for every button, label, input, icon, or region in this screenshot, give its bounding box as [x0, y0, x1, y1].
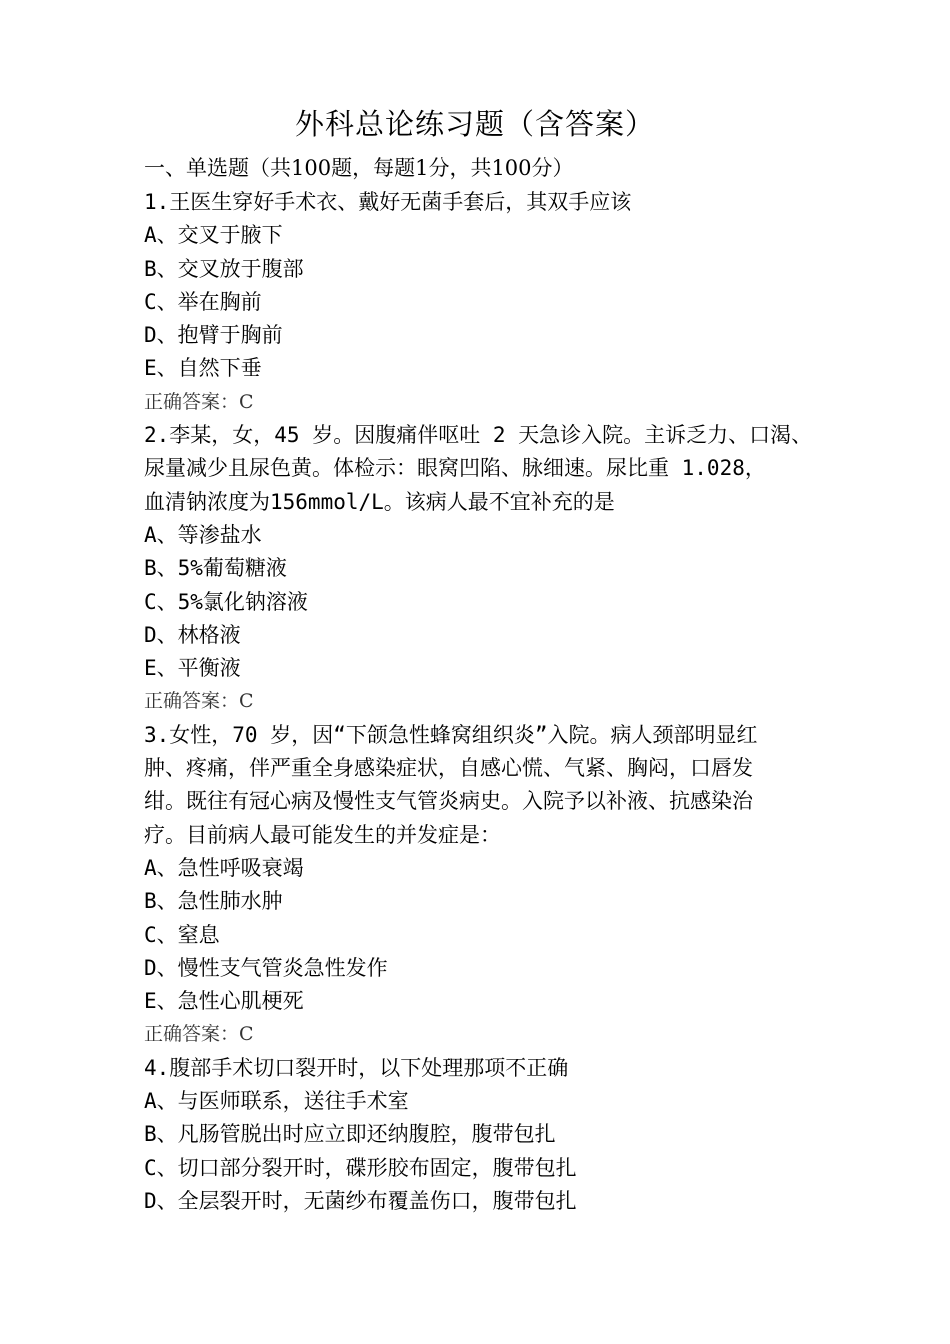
- answer-line: 正确答案：C: [144, 390, 254, 413]
- option-d: D、林格液: [144, 622, 241, 647]
- answer-line: 正确答案：C: [144, 1023, 254, 1046]
- option-c: C、切口部分裂开时，碟形胶布固定，腹带包扎: [144, 1155, 577, 1180]
- option-b: B、交叉放于腹部: [144, 256, 304, 281]
- options-list: [144, 1085, 834, 1218]
- option-b: B、凡肠管脱出时应立即还纳腹腔，腹带包扎: [144, 1122, 556, 1147]
- option-b: B、急性肺水肿: [144, 889, 283, 914]
- question-stem: 血清钠浓度为156mmol/L。该病人最不宜补充的是: [144, 489, 615, 514]
- document-title: 外科总论练习题（含答案）: [294, 107, 655, 141]
- option-c: C、5%氯化钠溶液: [144, 589, 308, 614]
- option-c: C、举在胸前: [144, 289, 262, 314]
- option-a: A、交叉于腋下: [144, 223, 283, 248]
- answer-line: 正确答案：C: [144, 690, 254, 713]
- option-d: D、慢性支气管炎急性发作: [144, 955, 388, 980]
- question-stem: 绀。既往有冠心病及慢性支气管炎病史。入院予以补液、抗感染治: [144, 789, 753, 814]
- question-stem: 疗。目前病人最可能发生的并发症是：: [144, 822, 501, 847]
- question-stem: 肿、疼痛，伴严重全身感染症状，自感心慌、气紧、胸闷，口唇发: [144, 756, 753, 781]
- option-a: A、急性呼吸衰竭: [144, 855, 304, 880]
- option-d: D、全层裂开时，无菌纱布覆盖伤口，腹带包扎: [144, 1188, 577, 1213]
- option-e: E、急性心肌梗死: [144, 989, 304, 1014]
- option-e: E、自然下垂: [144, 356, 262, 381]
- question-2: [144, 419, 834, 719]
- option-b: B、5%葡萄糖液: [144, 556, 287, 581]
- option-a: A、等渗盐水: [144, 522, 262, 547]
- question-4: [144, 1052, 834, 1218]
- option-c: C、窒息: [144, 922, 220, 947]
- option-e: E、平衡液: [144, 656, 241, 681]
- section-heading: 一、单选题（共100题，每题1分，共100分）: [144, 156, 574, 180]
- question-stem: 尿量减少且尿色黄。体检示：眼窝凹陷、脉细速。尿比重 1.028，: [144, 456, 766, 481]
- question-stem: 4.腹部手术切口裂开时，以下处理那项不正确: [144, 1055, 569, 1080]
- question-stem: 3.女性，70 岁，因“下颌急性蜂窝组织炎”入院。病人颈部明显红: [144, 722, 758, 747]
- options-list: [144, 852, 834, 1018]
- option-a: A、与医师联系，送往手术室: [144, 1089, 409, 1114]
- options-list: [144, 219, 834, 385]
- question-3: [144, 719, 834, 1052]
- question-1: [144, 186, 834, 419]
- question-stem: 1.王医生穿好手术衣、戴好无菌手套后，其双手应该: [144, 190, 632, 214]
- document-body: [144, 152, 834, 1218]
- options-list: [144, 519, 834, 685]
- option-d: D、抱臂于胸前: [144, 323, 283, 348]
- question-stem: 2.李某，女，45 岁。因腹痛伴呕吐 2 天急诊入院。主诉乏力、口渴、: [144, 423, 813, 448]
